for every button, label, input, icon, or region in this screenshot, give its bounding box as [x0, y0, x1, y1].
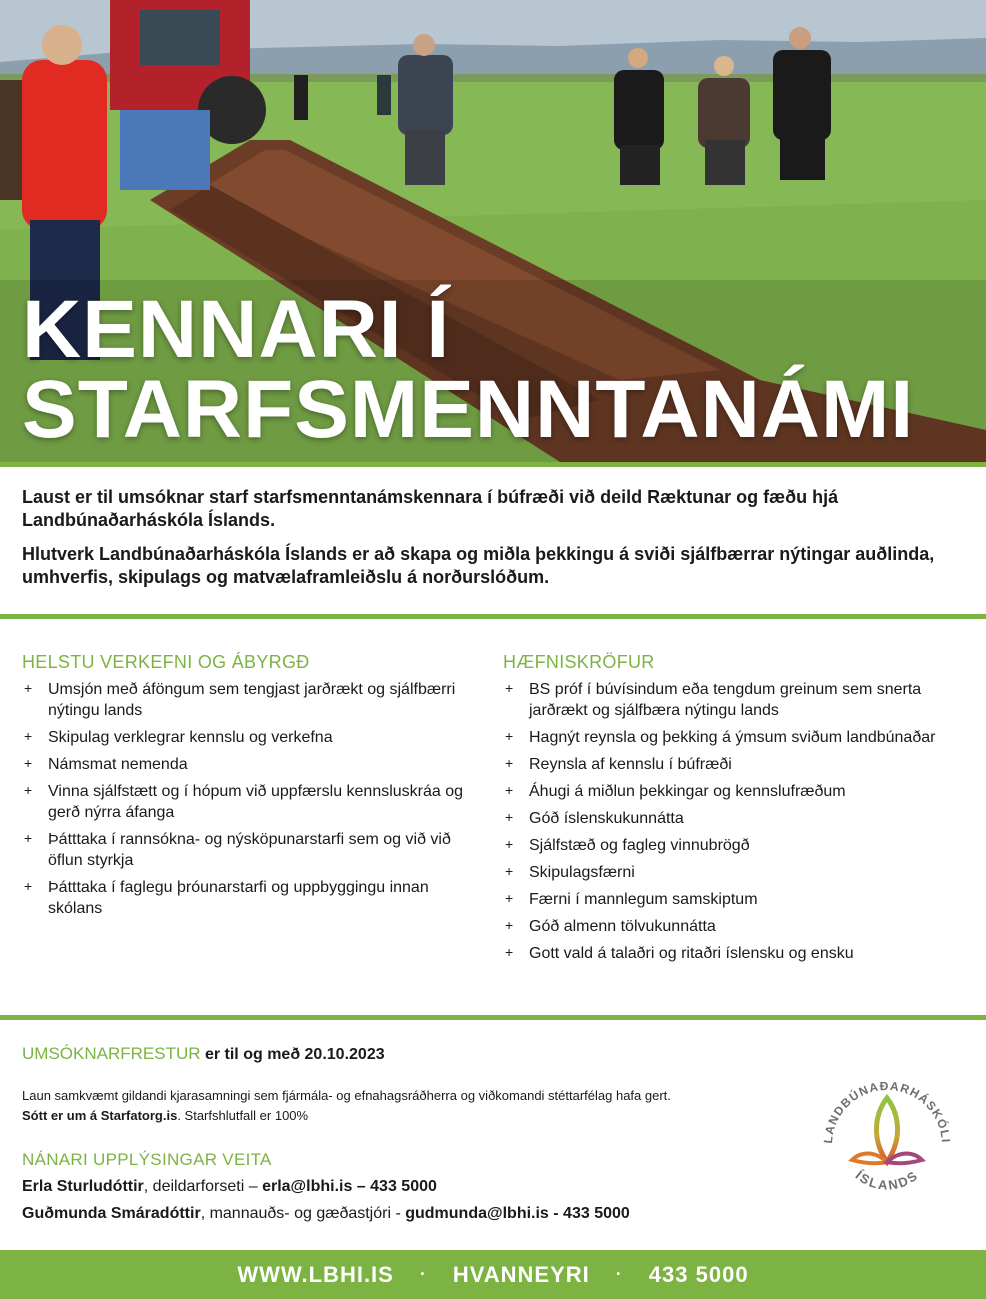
list-item-text: Þátttaka í rannsókna- og nýsköpunarstarfi sem og við við öflun styrkja — [48, 831, 451, 869]
list-item — [503, 679, 958, 721]
list-item-text: Hagnýt reynsla og þekking á ýmsum sviðum landbúnaðar — [529, 729, 936, 746]
plus-icon: + — [24, 755, 33, 771]
list-item — [503, 943, 958, 964]
logo-top-text: LANDBÚNAÐARHÁSKÓLI — [820, 1078, 954, 1145]
footer-phone: 433 5000 — [648, 1261, 749, 1287]
svg-text:ÍSLANDS — [853, 1167, 922, 1192]
contact-1 — [22, 1178, 437, 1196]
list-item — [503, 889, 958, 910]
plus-icon: + — [24, 830, 33, 846]
contact-2 — [22, 1205, 630, 1223]
requirements-heading: HÆFNISKRÖFUR — [503, 652, 655, 672]
footer-website[interactable]: WWW.LBHI.IS — [237, 1261, 394, 1287]
duties-heading: HELSTU VERKEFNI OG ÁBYRGÐ — [22, 652, 310, 672]
list-item-text: BS próf í búvísindum eða tengdum greinum sem snerta jarðrækt og sjálfbæra nýtingu lands — [529, 681, 922, 719]
apply-bold: Sótt er um á Starfatorg.is — [22, 1108, 178, 1123]
salary-text — [22, 1086, 812, 1126]
list-item-text: Góð íslenskukunnátta — [529, 810, 684, 827]
title-line-1: KENNARI Í — [22, 284, 451, 375]
list-item — [22, 877, 472, 919]
plus-icon: + — [505, 890, 514, 906]
list-item — [22, 754, 472, 775]
contact-phone: – 433 5000 — [352, 1178, 437, 1195]
plus-icon: + — [505, 728, 514, 744]
plus-icon: + — [505, 944, 514, 960]
list-item-text: Reynsla af kennslu í búfræði — [529, 756, 732, 773]
plus-icon: + — [24, 878, 33, 894]
duties-column — [22, 652, 472, 925]
plus-icon: + — [505, 755, 514, 771]
list-item — [22, 781, 472, 823]
title-line-2: STARFSMENNTANÁMI — [22, 364, 915, 455]
intro-section — [22, 486, 952, 600]
list-item — [503, 862, 958, 883]
list-item-text: Vinna sjálfstætt og í hópum við uppfærslu kennsluskráa og gerð nýrra áfanga — [48, 783, 464, 821]
deadline-line — [22, 1044, 385, 1064]
plus-icon: + — [505, 836, 514, 852]
intro-paragraph-1: Laust er til umsóknar starf starfsmenntanámskennara í búfræði við deild Ræktunar og fæðu hjá Landbúnaðarháskóla Íslands. — [22, 487, 839, 530]
plus-icon: + — [505, 917, 514, 933]
contact-email[interactable]: erla@lbhi.is — [262, 1178, 353, 1195]
footer-separator-1: · — [419, 1264, 427, 1284]
contact-name: Erla Sturludóttir — [22, 1178, 144, 1195]
deadline-value: er til og með 20.10.2023 — [200, 1046, 385, 1063]
apply-line — [22, 1106, 812, 1126]
list-item — [503, 835, 958, 856]
list-item — [22, 679, 472, 721]
list-item-text: Þátttaka í faglegu þróunarstarfi og uppbyggingu innan skólans — [48, 879, 429, 917]
list-item — [503, 916, 958, 937]
plus-icon: + — [505, 680, 514, 696]
divider-bottom — [0, 1015, 986, 1020]
requirements-list — [503, 679, 958, 964]
logo-bottom-text: ÍSLANDS — [852, 1167, 922, 1193]
requirements-column — [503, 652, 958, 970]
info-heading: NÁNARI UPPLÝSINGAR VEITA — [22, 1150, 272, 1169]
salary-line: Laun samkvæmt gildandi kjarasamningi sem fjármála- og efnahagsráðherra og viðkomandi stéttarfélag hafa gert. — [22, 1088, 671, 1103]
lbhi-logo — [812, 1060, 962, 1210]
footer-location: HVANNEYRI — [452, 1261, 590, 1287]
list-item-text: Skipulag verklegrar kennslu og verkefna — [48, 729, 333, 746]
svg-text:LANDBÚNAÐARHÁSKÓLI — [821, 1079, 953, 1144]
list-item-text: Námsmat nemenda — [48, 756, 188, 773]
list-item-text: Skipulagsfærni — [529, 864, 635, 881]
footer-bar — [0, 1250, 986, 1299]
duties-list — [22, 679, 472, 919]
list-item — [22, 727, 472, 748]
contact-role: , deildarforseti – — [143, 1178, 263, 1195]
list-item-text: Áhugi á miðlun þekkingar og kennslufræðum — [529, 783, 846, 800]
list-item-text: Góð almenn tölvukunnátta — [529, 918, 716, 935]
divider-middle — [0, 614, 986, 619]
list-item — [503, 754, 958, 775]
list-item-text: Færni í mannlegum samskiptum — [529, 891, 758, 908]
plus-icon: + — [24, 782, 33, 798]
apply-rest: . Starfshlutfall er 100% — [177, 1108, 309, 1123]
list-item — [503, 808, 958, 829]
plus-icon: + — [505, 863, 514, 879]
plus-icon: + — [505, 809, 514, 825]
contact-name: Guðmunda Smáradóttir — [22, 1205, 201, 1222]
list-item — [22, 829, 472, 871]
plus-icon: + — [24, 728, 33, 744]
list-item — [503, 781, 958, 802]
plus-icon: + — [24, 680, 33, 696]
divider-top — [0, 462, 986, 467]
plus-icon: + — [505, 782, 514, 798]
list-item-text: Gott vald á talaðri og ritaðri íslensku og ensku — [529, 945, 854, 962]
hero-photo — [0, 0, 986, 462]
contact-email[interactable]: gudmunda@lbhi.is — [405, 1205, 549, 1222]
intro-paragraph-2: Hlutverk Landbúnaðarháskóla Íslands er að skapa og miðla þekkingu á sviði sjálfbærrar nýtingar auðlinda, umhverfis, skipulags og matvælaframleiðslu á norðurslóðum. — [22, 544, 935, 587]
contact-role: , mannauðs- og gæðastjóri - — [200, 1205, 406, 1222]
deadline-label: UMSÓKNARFRESTUR — [22, 1044, 201, 1063]
contact-phone: - 433 5000 — [548, 1205, 630, 1222]
footer-separator-2: · — [615, 1264, 623, 1284]
page-title — [22, 284, 915, 455]
list-item-text: Sjálfstæð og fagleg vinnubrögð — [529, 837, 750, 854]
list-item-text: Umsjón með áföngum sem tengjast jarðrækt og sjálfbærri nýtingu lands — [48, 681, 456, 719]
list-item — [503, 727, 958, 748]
